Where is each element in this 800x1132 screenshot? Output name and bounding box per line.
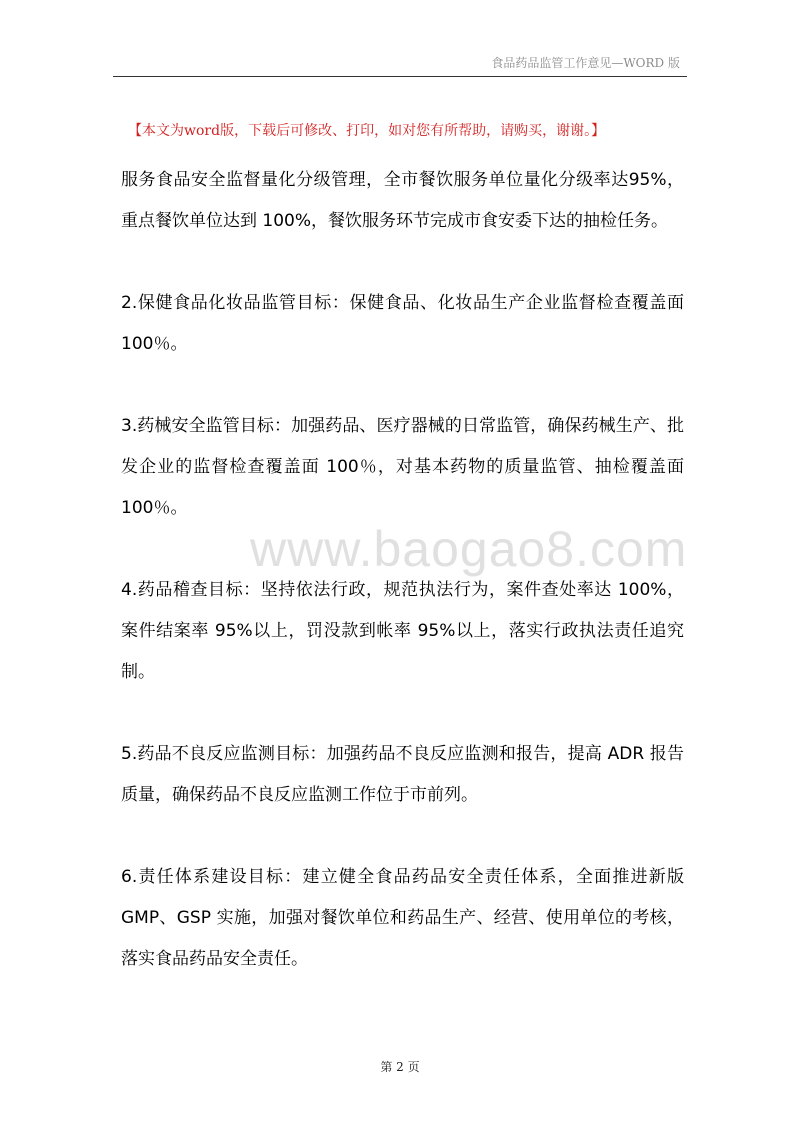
paragraph-drug-device: 3.药械安全监管目标：加强药品、医疗器械的日常监管，确保药械生产、批发企业的监督检查覆盖面 100％，对基本药物的质量监管、抽检覆盖面 100％。 (121, 416, 684, 518)
paragraph-adr-monitoring: 5.药品不良反应监测目标：加强药品不良反应监测和报告，提高 ADR 报告质量，确保药品不良反应监测工作位于市前列。 (121, 744, 684, 805)
document-body (121, 160, 684, 1021)
header-title: 食品药品监管工作意见—WORD 版 (491, 56, 680, 70)
paragraph-responsibility-system: 6.责任体系建设目标：建立健全食品药品安全责任体系，全面推进新版 GMP、GSP 实施，加强对餐饮单位和药品生产、经营、使用单位的考核，落实食品药品安全责任。 (121, 867, 684, 969)
paragraph-food-safety: 服务食品安全监督量化分级管理，全市餐饮服务单位量化分级率达95%，重点餐饮单位达到 100%，餐饮服务环节完成市食安委下达的抽检任务。 (121, 170, 684, 231)
header-divider (113, 76, 687, 77)
download-notice: 【本文为word版，下载后可修改、打印，如对您有所帮助，请购买，谢谢。】 (128, 123, 606, 139)
paragraph-drug-inspection: 4.药品稽查目标：坚持依法行政，规范执法行为，案件查处率达 100%，案件结案率 95%以上，罚没款到帐率 95%以上，落实行政执法责任追究制。 (121, 580, 684, 682)
page-number: 第 2 页 (380, 1060, 420, 1074)
watermark: www.baogao8.com (250, 521, 688, 577)
paragraph-health-food: 2.保健食品化妆品监管目标：保健食品、化妆品生产企业监督检查覆盖面 100％。 (121, 293, 684, 354)
